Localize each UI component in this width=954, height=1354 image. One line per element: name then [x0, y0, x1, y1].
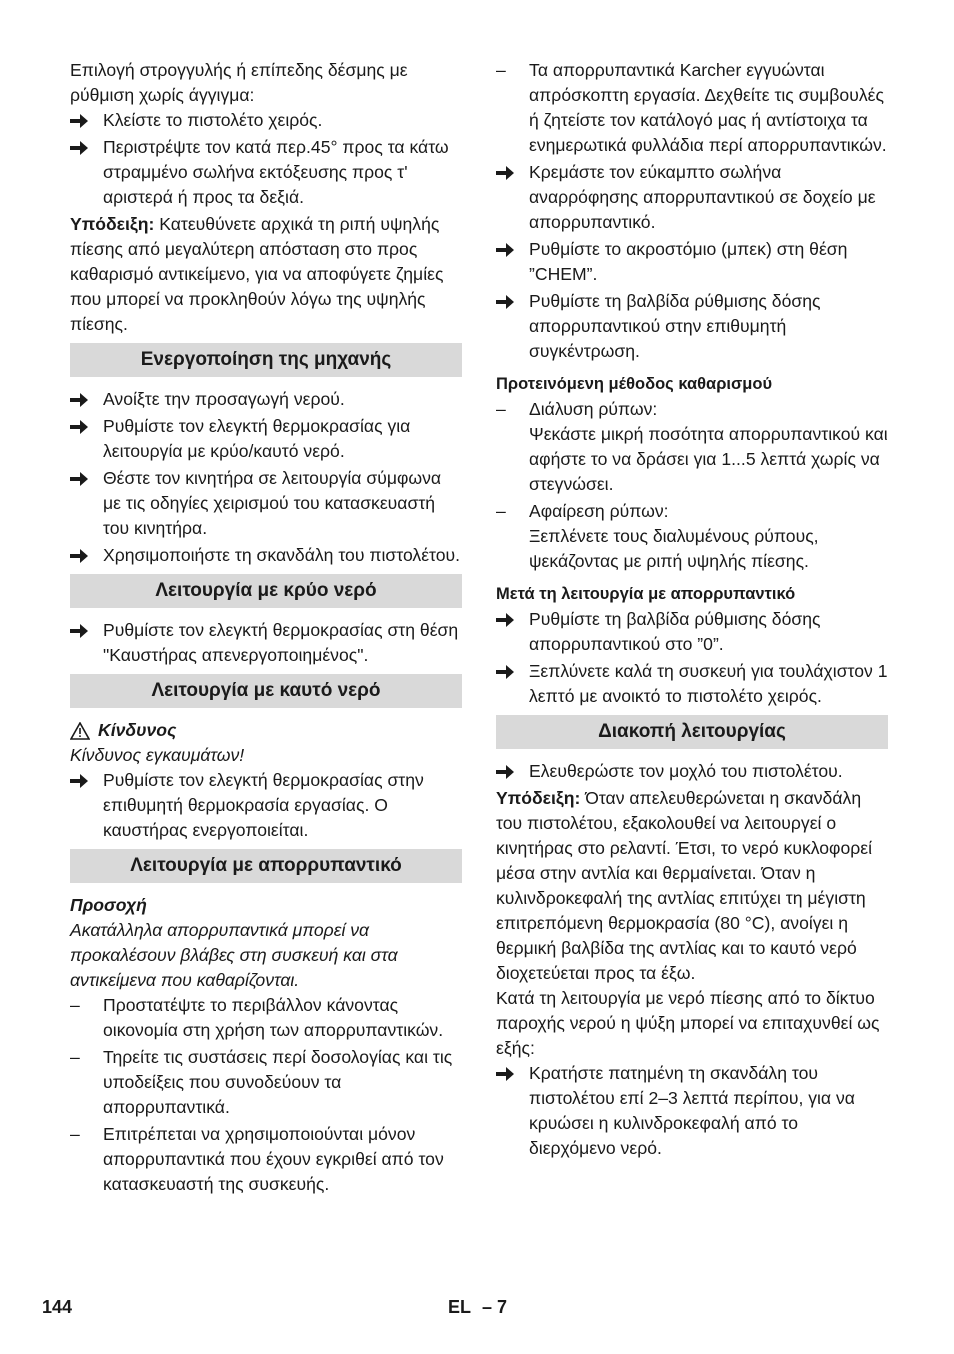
list-item: Ρυθμίστε τον ελεγκτή θερμοκρασίας στη θέση "Καυστήρας απενεργοποιημένος".	[70, 618, 462, 668]
list-item: Κρεμάστε τον εύκαμπτο σωλήνα αναρρόφησης απορρυπαντικού σε δοχείο με απορρυπαντικό.	[496, 160, 888, 235]
subsection-heading: Μετά τη λειτουργία με απορρυπαντικό	[496, 585, 796, 603]
arrow-right-icon	[70, 768, 103, 843]
danger-text: Κίνδυνος εγκαυμάτων!	[70, 745, 245, 765]
step-description: Ξεπλένετε τους διαλυμένους ρύπους, ψεκάζοντας με ριπή υψηλής πίεσης.	[529, 526, 819, 571]
list-item: – Τα απορρυπαντικά Karcher εγγυώνται απρόσκοπτη εργασία. Δεχθείτε τις συμβουλές ή ζητείστε τον κατάλογό μας ή αντίστοιχα τα ενημερωτικά φυλλάδια περί απορρυπαντικών.	[496, 58, 888, 158]
list-item: – Αφαίρεση ρύπων:	[496, 499, 888, 524]
list-item: Κρατήστε πατημένη τη σκανδάλη του πιστολέτου επί 2–3 λεπτά περίπου, για να κρυώσει η κυλινδροκεφαλή από το διερχόμενο νερό.	[496, 1061, 888, 1161]
list-item: Ρυθμίστε το ακροστόμιο (μπεκ) στη θέση ”CHEM”.	[496, 237, 888, 287]
list-item: Κλείστε το πιστολέτο χειρός.	[70, 108, 462, 133]
arrow-right-icon	[496, 237, 529, 287]
list-item: Περιστρέψτε τον κατά περ.45° προς τα κάτω στραμμένο σωλήνα εκτόξευσης προς τ' αριστερά ή προς τα δεξιά.	[70, 135, 462, 210]
note-paragraph: Υπόδειξη: Όταν απελευθερώνεται η σκανδάλη του πιστολέτου, εξακολουθεί να λειτουργεί ο κινητήρας στο ρελαντί. Έτσι, το νερό κυκλοφορεί μέσα στην αντλία και θερμαίνεται. Όταν η κυλινδροκεφαλή της αντλίας επιτύχει τη μέγιστη επιτρεπόμενη θερμοκρασία (80 °C), ανοίγει η θερμική βαλβίδα της αντλίας και το καυτό νερό διοχετεύεται προς τα έξω.	[496, 788, 873, 983]
left-column	[70, 58, 462, 1199]
list-item: Ελευθερώστε τον μοχλό του πιστολέτου.	[496, 759, 888, 784]
section-heading: Λειτουργία με κρύο νερό	[70, 574, 462, 608]
note-paragraph: Υπόδειξη: Κατευθύνετε αρχικά τη ριπή υψηλής πίεσης από μεγαλύτερη απόσταση στο προς καθαρισμό αντικείμενο, για να αποφύγετε ζημίες που μπορεί να προκληθούν λόγω της υψηλής πίεσης.	[70, 214, 444, 334]
caution-label: Προσοχή	[70, 895, 147, 915]
step-description: Ψεκάστε μικρή ποσότητα απορρυπαντικού και αφήστε το να δράσει για 1...5 λεπτά χωρίς να στεγνώσει.	[529, 424, 888, 494]
arrow-right-icon	[70, 387, 103, 412]
list-item: Ρυθμίστε τον ελεγκτή θερμοκρασίας στην επιθυμητή θερμοκρασία εργασίας. Ο καυστήρας ενεργοποιείται.	[70, 768, 462, 843]
arrow-right-icon	[496, 607, 529, 657]
arrow-right-icon	[496, 289, 529, 364]
section-heading: Διακοπή λειτουργίας	[496, 715, 888, 749]
list-item: Ξεπλύνετε καλά τη συσκευή για τουλάχιστον 1 λεπτό με ανοικτό το πιστολέτο χειρός.	[496, 659, 888, 709]
arrow-right-icon	[70, 466, 103, 541]
arrow-right-icon	[496, 1061, 529, 1161]
list-item: Χρησιμοποιήστε τη σκανδάλη του πιστολέτου.	[70, 543, 462, 568]
section-heading: Ενεργοποίηση της μηχανής	[70, 343, 462, 377]
dash-marker: –	[496, 60, 506, 80]
list-item: – Διάλυση ρύπων:	[496, 397, 888, 422]
arrow-right-icon	[70, 618, 103, 668]
section-heading: Λειτουργία με καυτό νερό	[70, 674, 462, 708]
sub-page-number: – 7	[482, 1297, 508, 1317]
arrow-right-icon	[70, 543, 103, 568]
list-item: – Προστατέψτε το περιβάλλον κάνοντας οικονομία στη χρήση των απορρυπαντικών.	[70, 993, 462, 1043]
danger-label: Κίνδυνος	[70, 718, 462, 743]
subsection-heading: Προτεινόμενη μέθοδος καθαρισμού	[496, 375, 773, 393]
intro-paragraph: Επιλογή στρογγυλής ή επίπεδης δέσμης με ρύθμιση χωρίς άγγιγμα:	[70, 60, 408, 105]
section-heading: Λειτουργία με απορρυπαντικό	[70, 849, 462, 883]
list-item: Ρυθμίστε τον ελεγκτή θερμοκρασίας για λειτουργία με κρύο/καυτό νερό.	[70, 414, 462, 464]
warning-triangle-icon	[70, 722, 90, 740]
dash-marker: –	[70, 1047, 80, 1067]
dash-marker: –	[496, 501, 506, 521]
arrow-right-icon	[496, 659, 529, 709]
list-item: Ρυθμίστε τη βαλβίδα ρύθμισης δόσης απορρυπαντικού στο ”0”.	[496, 607, 888, 657]
body-paragraph: Κατά τη λειτουργία με νερό πίεσης από το δίκτυο παροχής νερού η ψύξη μπορεί να επιταχυνθεί ως εξής:	[496, 988, 880, 1058]
list-item: – Επιτρέπεται να χρησιμοποιούνται μόνον απορρυπαντικά που έχουν εγκριθεί από τον κατασκευαστή της συσκευής.	[70, 1122, 462, 1197]
language-code: EL	[448, 1297, 472, 1317]
right-column	[496, 58, 888, 1163]
list-item: Θέστε τον κινητήρα σε λειτουργία σύμφωνα με τις οδηγίες χειρισμού του κατασκευαστή του κινητήρα.	[70, 466, 462, 541]
arrow-right-icon	[496, 759, 529, 784]
arrow-right-icon	[70, 414, 103, 464]
arrow-right-icon	[70, 135, 103, 210]
list-item: – Τηρείτε τις συστάσεις περί δοσολογίας και τις υποδείξεις που συνοδεύουν τα απορρυπαντικά.	[70, 1045, 462, 1120]
caution-text: Ακατάλληλα απορρυπαντικά μπορεί να προκαλέσουν βλάβες στη συσκευή και στα αντικείμενα που καθαρίζονται.	[70, 920, 398, 990]
dash-marker: –	[70, 995, 80, 1015]
dash-marker: –	[496, 399, 506, 419]
list-item: Ανοίξτε την προσαγωγή νερού.	[70, 387, 462, 412]
list-item: Ρυθμίστε τη βαλβίδα ρύθμισης δόσης απορρυπαντικού στην επιθυμητή συγκέντρωση.	[496, 289, 888, 364]
arrow-right-icon	[70, 108, 103, 133]
arrow-right-icon	[496, 160, 529, 235]
dash-marker: –	[70, 1124, 80, 1144]
page-number: 144	[42, 1297, 73, 1317]
